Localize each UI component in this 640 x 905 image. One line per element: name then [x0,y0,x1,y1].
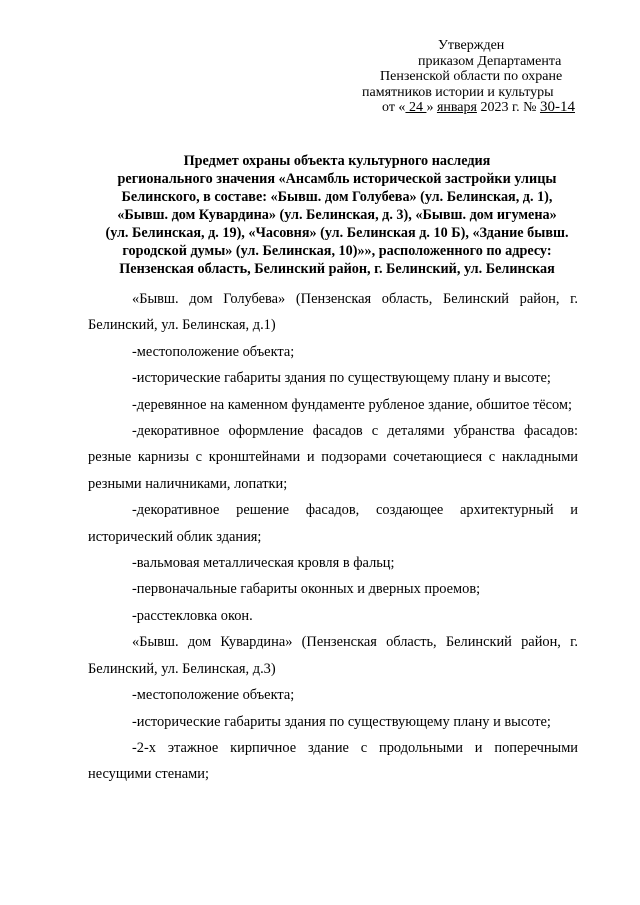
approval-month: января [436,100,477,116]
approval-line: памятников истории и культуры [362,84,554,100]
approval-line: Утвержден [438,38,505,53]
title-line: городской думы» (ул. Белинская, 10)»», расположенного по адресу: [122,243,552,259]
title-line: Пензенская область, Белинский район, г. Белинский, ул. Белинская [119,261,555,277]
list-item: -первоначальные габариты оконных и дверных проемов; [132,581,481,598]
list-item: -местоположение объекта; [132,687,295,704]
list-item: -вальмовая металлическая кровля в фальц; [132,555,395,572]
approval-stamp [360,38,590,116]
object-heading-golubev: «Бывш. дом Голубева» (Пензенская область, Белинский район, г. Белинский, ул. Белинская, д.1) [88,291,578,334]
title-line: регионального значения «Ансамбль исторической застройки улицы [117,171,557,187]
date-prefix: от « [382,100,406,116]
title-line: «Бывш. дом Кувардина» (ул. Белинская, д. 3), «Бывш. дом игумена» [117,207,557,223]
approval-date-line [360,100,590,116]
list-item: -расстекловка окон. [132,607,253,624]
approval-line: приказом Департамента [418,53,562,69]
title-line: (ул. Белинская, д. 19), «Часовня» (ул. Белинская д. 10 Б), «Здание бывш. [105,225,569,241]
list-item: -деревянное на каменном фундаменте рубленое здание, обшитое тёсом; [132,396,573,413]
approval-day: 24 [405,100,427,116]
list-item: -исторические габариты здания по существующему плану и высоте; [132,370,551,387]
title-line: Белинского, в составе: «Бывш. дом Голубева» (ул. Белинская, д. 1), [121,189,553,205]
list-item: -местоположение объекта; [132,343,295,360]
list-item: -декоративное оформление фасадов с деталями убранства фасадов: резные карнизы с кронштейнами и подзорами сочетающиеся с накладными резными наличниками, лопатки; [88,423,578,492]
approval-year: 2023 г. № [476,100,540,116]
order-number: 30-14 [539,99,575,116]
object-heading-kuvardin: «Бывш. дом Кувардина» (Пензенская область, Белинский район, г. Белинский, ул. Белинская, д.3) [88,634,578,677]
document-title [82,152,592,278]
date-mid: » [426,100,437,116]
title-line: Предмет охраны объекта культурного наследия [183,153,491,169]
document-body [88,286,578,788]
list-item: -2-х этажное кирпичное здание с продольными и поперечными несущими стенами; [88,739,578,783]
list-item: -декоративное решение фасадов, создающее архитектурный и исторический облик здания; [88,502,578,545]
list-item: -исторические габариты здания по существующему плану и высоте; [132,713,551,730]
approval-line: Пензенской области по охране [380,69,563,85]
